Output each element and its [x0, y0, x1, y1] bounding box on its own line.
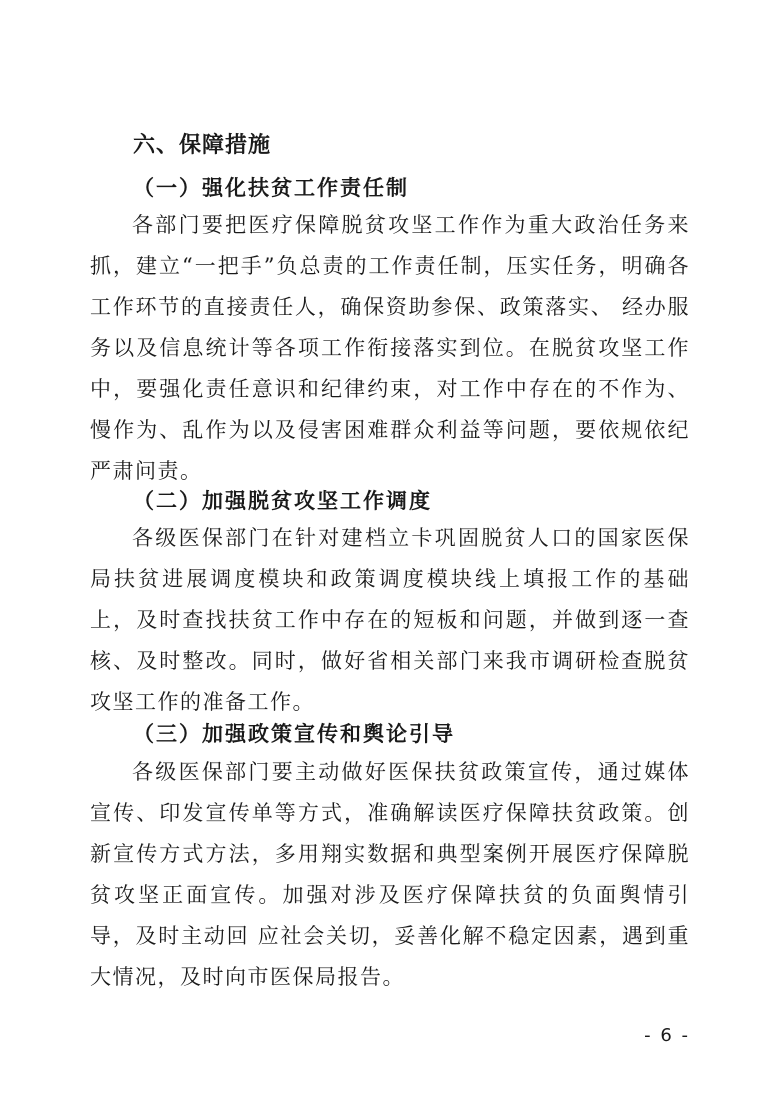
- subsection-3-heading: （三）加强政策宣传和舆论引导: [133, 721, 455, 746]
- subsection-1-heading: （一）强化扶贫工作责任制: [133, 175, 409, 200]
- section-heading: 六、保障措施: [133, 133, 272, 158]
- subsection-2-body: 各级医保部门在针对建档立卡巩固脱贫人口的国家医保局扶贫进展调度模块和政策调度模块线上填报工作的基础上，及时查找扶贫工作中存在的短板和问题，并做到逐一查核、及时整改。同时，做好省相关部门来我市调研检查脱贫攻坚工作的准备工作。: [90, 526, 690, 714]
- subsection-1-body: 各部门要把医疗保障脱贫攻坚工作作为重大政治任务来抓，建立“一把手”负总责的工作责任制，压实任务，明确各工作环节的直接责任人，确保资助参保、政策落实、 经办服务以及信息统计等各项工作衔接落实到位。在脱贫攻坚工作中，要强化责任意识和纪律约束，对工作中存在的不作为、慢作为、乱作为以及侵害困难群众利益等问题，要依规依纪严肃问责。: [90, 213, 690, 483]
- subsection-2-heading: （二）加强脱贫攻坚工作调度: [133, 488, 432, 513]
- subsection-3-body: 各级医保部门要主动做好医保扶贫政策宣传，通过媒体宣传、印发宣传单等方式，准确解读医疗保障扶贫政策。创新宣传方式方法，多用翔实数据和典型案例开展医疗保障脱贫攻坚正面宣传。加强对涉及医疗保障扶贫的负面舆情引导，及时主动回 应社会关切，妥善化解不稳定因素，遇到重大情况，及时向市医保局报告。: [90, 760, 690, 989]
- page-number: - 6 -: [644, 1025, 690, 1046]
